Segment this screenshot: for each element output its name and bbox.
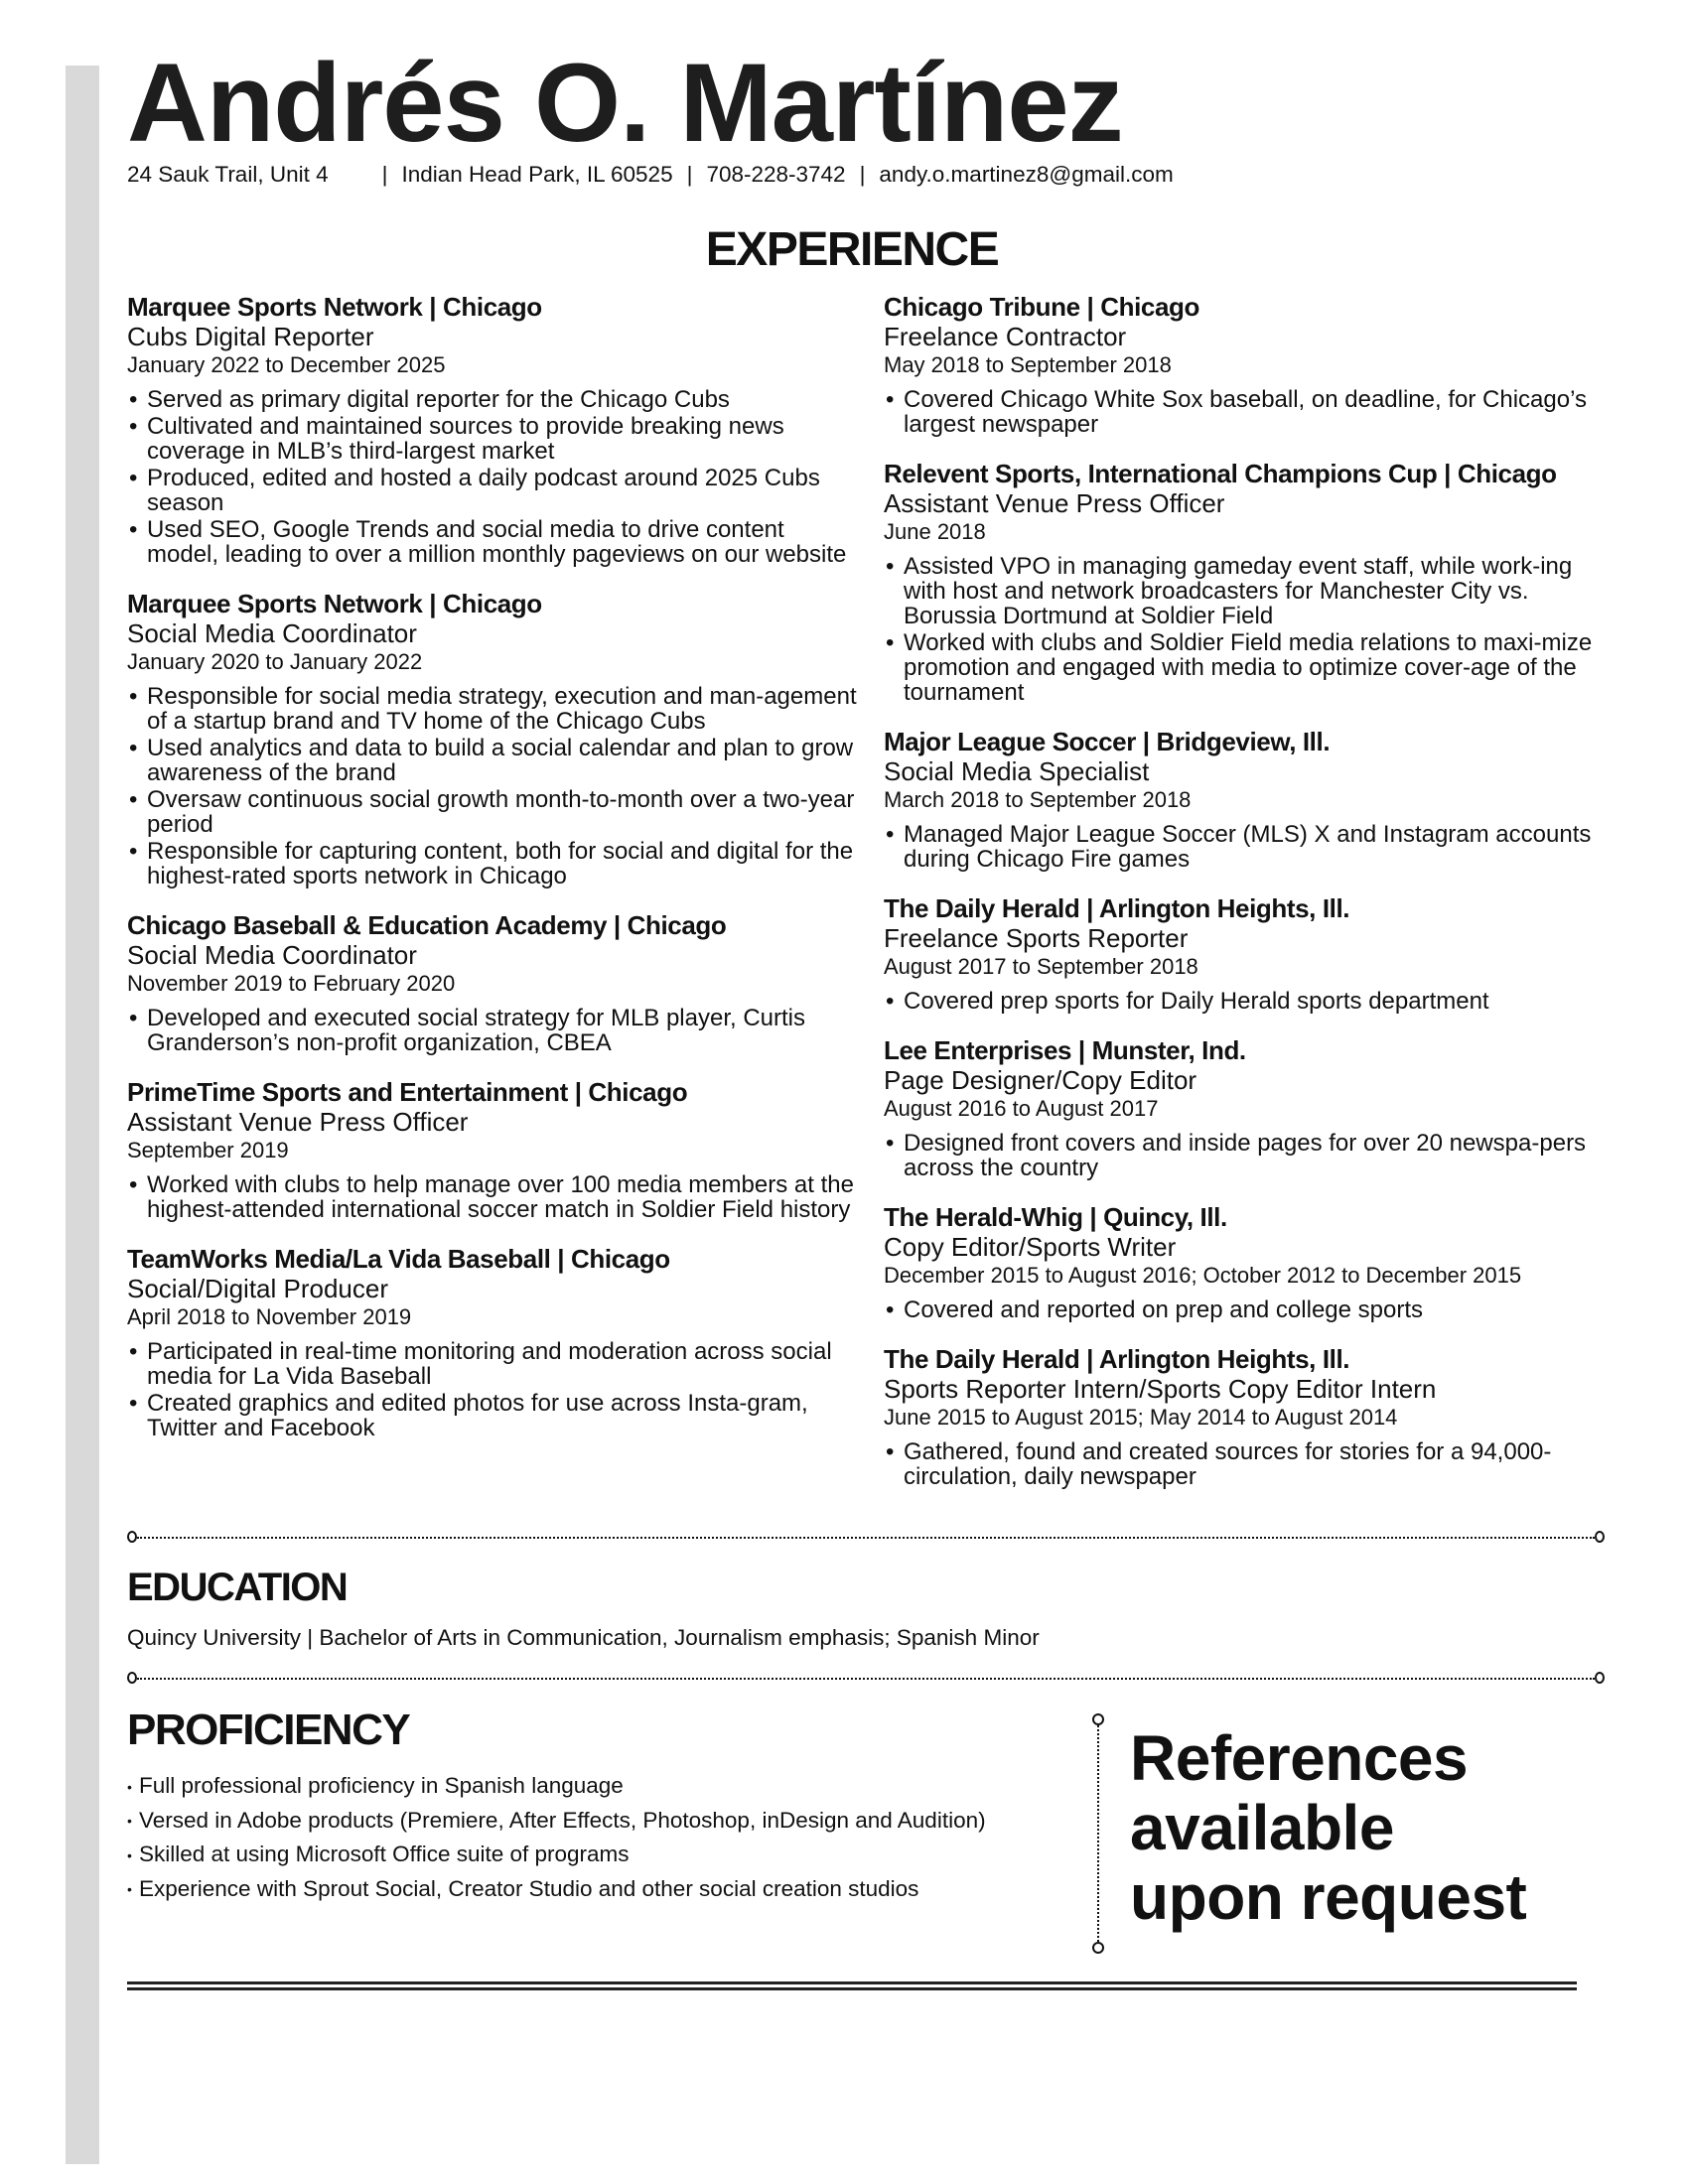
job-entry [884,727,1607,872]
contact-separator: | [381,162,388,187]
job-dates: January 2020 to January 2022 [127,649,423,674]
job-bullets [127,684,862,888]
proficiency-list [127,1769,1080,1906]
job-bullet-text: Designed front covers and inside pages for over 20 newspa-pers across the country [904,1130,1587,1181]
bullet-icon: • [127,1881,132,1898]
job-bullets [127,1006,862,1055]
ring-icon [127,1531,137,1543]
bullet-icon: • [129,516,138,543]
job-bullet-text: Used SEO, Google Trends and social media to drive content model, leading to over a million monthly pageviews on our website [147,516,847,568]
ring-icon [1595,1531,1605,1543]
job-title: Page Designer/Copy Editor [884,1065,1197,1095]
job-bullet-text: Created graphics and edited photos for use across Insta-gram, Twitter and Facebook [147,1390,808,1441]
job-bullet-text: Participated in real-time monitoring and moderation across social media for La Vida Baseball [147,1338,832,1390]
job-title: Cubs Digital Reporter [127,322,374,351]
job-bullet [127,736,862,785]
job-title: Assistant Venue Press Officer [127,1107,469,1137]
job-bullets [884,1131,1607,1180]
job-dates: January 2022 to December 2025 [127,352,446,377]
job-bullet-text: Covered Chicago White Sox baseball, on deadline, for Chicago’s largest newspaper [904,386,1587,438]
job-company: The Herald-Whig | Quincy, Ill. [884,1202,1227,1232]
sidebar-accent-bar [66,66,99,2164]
job-title: Freelance Contractor [884,322,1127,351]
job-company: PrimeTime Sports and Entertainment | Chicago [127,1077,688,1107]
bullet-icon: • [886,629,895,656]
job-entry [127,910,862,1055]
job-bullets [884,989,1607,1014]
job-bullet-text: Responsible for capturing content, both for social and digital for the highest-rated sports network in Chicago [147,838,854,889]
dotted-line [1097,1725,1099,1942]
job-company: Marquee Sports Network | Chicago [127,292,542,322]
education-heading: EDUCATION [127,1566,348,1609]
bullet-icon: • [129,786,138,813]
job-dates: August 2016 to August 2017 [884,1096,1159,1121]
vertical-divider [1092,1713,1106,1954]
job-entry [127,1077,862,1222]
job-title: Social Media Coordinator [127,940,417,970]
job-bullet [127,787,862,837]
job-dates: April 2018 to November 2019 [127,1304,412,1329]
job-bullet [127,839,862,888]
job-entry [127,292,862,567]
contact-address: 24 Sauk Trail, Unit 4 [127,162,329,187]
bullet-icon: • [129,1005,138,1031]
job-bullets [127,1339,862,1440]
experience-heading: EXPERIENCE [705,223,999,276]
contact-line [127,161,1607,189]
references-note [1130,1723,1597,1932]
job-bullets [884,1439,1607,1489]
ring-icon [127,1672,137,1684]
job-bullets [884,1297,1607,1322]
experience-columns [127,292,1607,1511]
job-bullet [127,1339,862,1389]
contact-city: Indian Head Park, IL 60525 [401,162,673,187]
job-bullet-text: Served as primary digital reporter for the Chicago Cubs [147,386,730,413]
proficiency-section [127,1706,1080,1906]
job-bullet-text: Used analytics and data to build a social calendar and plan to grow awareness of the brand [147,735,854,786]
footer-double-rule [127,1981,1577,1990]
bullet-icon: • [127,1846,132,1863]
job-entry [884,1344,1607,1489]
job-bullet [884,630,1607,705]
bullet-icon: • [886,386,895,413]
job-bullet-text: Managed Major League Soccer (MLS) X and Instagram accounts during Chicago Fire games [904,821,1592,873]
job-bullet-text: Responsible for social media strategy, execution and man-agement of a startup brand and TV home of the Chicago Cubs [147,683,857,735]
job-bullet [127,414,862,464]
job-entry [884,292,1607,437]
job-bullet [884,1297,1607,1322]
proficiency-heading: PROFICIENCY [127,1706,410,1754]
job-bullet [127,1391,862,1440]
job-entry [884,459,1607,705]
job-company: Marquee Sports Network | Chicago [127,589,542,618]
job-bullet [127,1006,862,1055]
proficiency-item [127,1769,1080,1804]
job-title: Social Media Coordinator [127,618,417,648]
job-title: Freelance Sports Reporter [884,923,1189,953]
bullet-icon: • [886,988,895,1015]
job-dates: June 2015 to August 2015; May 2014 to August 2014 [884,1405,1398,1430]
job-bullets [884,822,1607,872]
experience-left-column [127,292,862,1462]
dotted-line [137,1537,1595,1539]
job-entry [884,1035,1607,1180]
contact-separator: | [859,162,866,187]
ring-icon [1092,1942,1104,1954]
dotted-line [137,1678,1595,1680]
job-company: Chicago Baseball & Education Academy | Chicago [127,910,727,940]
references-line: upon request [1130,1861,1527,1933]
proficiency-item-text: Full professional proficiency in Spanish language [139,1773,624,1798]
proficiency-item-text: Experience with Sprout Social, Creator Studio and other social creation studios [139,1875,919,1901]
bullet-icon: • [886,1438,895,1465]
job-title: Assistant Venue Press Officer [884,488,1225,518]
job-bullet-text: Produced, edited and hosted a daily podcast around 2025 Cubs season [147,465,820,516]
job-company: Lee Enterprises | Munster, Ind. [884,1035,1246,1065]
contact-email[interactable]: andy.o.martinez8@gmail.com [879,162,1174,187]
job-bullets [884,387,1607,437]
experience-right-column [884,292,1607,1511]
job-company: The Daily Herald | Arlington Heights, Ill. [884,1344,1350,1374]
job-bullet-text: Gathered, found and created sources for stories for a 94,000-circulation, daily newspaper [904,1438,1552,1490]
job-dates: November 2019 to February 2020 [127,971,456,996]
candidate-name: Andrés O. Martínez [127,41,1123,165]
job-bullet [127,387,862,412]
job-bullet [884,822,1607,872]
job-bullet-text: Covered prep sports for Daily Herald sports department [904,988,1489,1015]
job-dates: June 2018 [884,519,986,544]
section-divider [127,1672,1605,1686]
job-title: Copy Editor/Sports Writer [884,1232,1177,1262]
bullet-icon: • [129,838,138,865]
job-dates: August 2017 to September 2018 [884,954,1198,979]
job-company: TeamWorks Media/La Vida Baseball | Chicago [127,1244,670,1274]
education-entry: Quincy University | Bachelor of Arts in Communication, Journalism emphasis; Spanish Minor [127,1625,1040,1650]
bullet-icon: • [129,683,138,710]
job-bullet [884,1131,1607,1180]
job-bullet [127,1172,862,1222]
job-bullets [884,554,1607,705]
job-dates: September 2019 [127,1138,289,1162]
references-line: References [1130,1722,1469,1794]
bullet-icon: • [886,553,895,580]
proficiency-item-text: Skilled at using Microsoft Office suite of programs [139,1842,630,1867]
job-company: Chicago Tribune | Chicago [884,292,1199,322]
contact-phone: 708-228-3742 [706,162,846,187]
proficiency-item [127,1804,1080,1839]
job-title: Sports Reporter Intern/Sports Copy Editor Intern [884,1374,1437,1404]
proficiency-item [127,1872,1080,1907]
bullet-icon: • [129,735,138,761]
bullet-icon: • [129,386,138,413]
job-dates: May 2018 to September 2018 [884,352,1172,377]
bullet-icon: • [127,1813,132,1830]
references-line: available [1130,1792,1394,1863]
bullet-icon: • [129,1338,138,1365]
job-bullet-text: Oversaw continuous social growth month-to-month over a two-year period [147,786,855,838]
job-bullet [884,554,1607,628]
job-bullet [884,1439,1607,1489]
bottom-section [127,1706,1607,1954]
job-entry [127,589,862,888]
bullet-icon: • [129,1171,138,1198]
job-dates: March 2018 to September 2018 [884,787,1192,812]
job-bullet-text: Covered and reported on prep and college sports [904,1297,1424,1323]
ring-icon [1092,1713,1104,1725]
resume-page [127,0,1607,1990]
job-bullet-text: Worked with clubs to help manage over 100 media members at the highest-attended international soccer match in Soldier Field history [147,1171,854,1223]
proficiency-item [127,1838,1080,1872]
job-bullet [884,387,1607,437]
job-bullet [127,684,862,734]
bullet-icon: • [129,413,138,440]
job-bullet [884,989,1607,1014]
bullet-icon: • [129,1390,138,1417]
job-entry [884,1202,1607,1322]
job-bullets [127,1172,862,1222]
bullet-icon: • [129,465,138,491]
job-entry [884,893,1607,1014]
job-entry [127,1244,862,1440]
bullet-icon: • [886,1130,895,1157]
job-bullet-text: Assisted VPO in managing gameday event staff, while work-ing with host and network broadcasters for Manchester City vs. Borussia Dortmund at Soldier Field [904,553,1573,629]
proficiency-item-text: Versed in Adobe products (Premiere, After Effects, Photoshop, inDesign and Audition) [139,1807,986,1833]
job-bullet-text: Cultivated and maintained sources to provide breaking news coverage in MLB’s third-largest market [147,413,784,465]
job-company: Relevent Sports, International Champions Cup | Chicago [884,459,1557,488]
job-dates: December 2015 to August 2016; October 2012 to December 2015 [884,1263,1522,1288]
job-bullet-text: Developed and executed social strategy for MLB player, Curtis Granderson’s non-profit organization, CBEA [147,1005,806,1056]
bullet-icon: • [886,821,895,848]
job-title: Social Media Specialist [884,756,1150,786]
job-company: The Daily Herald | Arlington Heights, Ill. [884,893,1350,923]
job-bullets [127,387,862,567]
section-divider [127,1531,1605,1545]
bullet-icon: • [886,1297,895,1323]
job-bullet [127,466,862,515]
contact-separator: | [686,162,693,187]
ring-icon [1595,1672,1605,1684]
job-bullet [127,517,862,567]
bullet-icon: • [127,1778,132,1795]
job-title: Social/Digital Producer [127,1274,389,1303]
job-bullet-text: Worked with clubs and Soldier Field media relations to maxi-mize promotion and engaged with media to optimize cover-age of the tournament [904,629,1593,706]
job-company: Major League Soccer | Bridgeview, Ill. [884,727,1331,756]
